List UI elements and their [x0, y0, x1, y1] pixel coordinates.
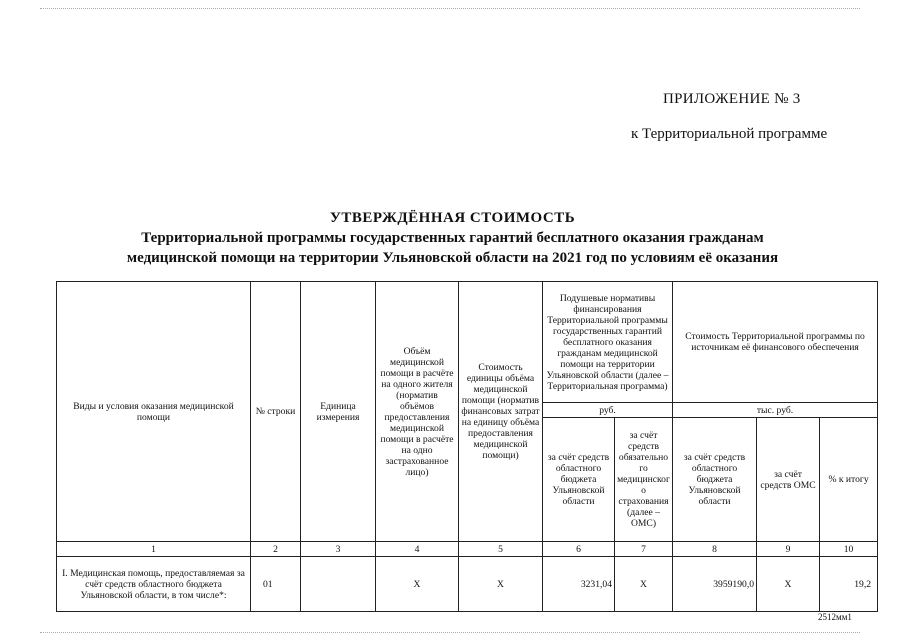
column-number-row — [57, 542, 878, 557]
cost-table — [56, 281, 878, 612]
row-percent: 19,2 — [820, 557, 878, 612]
row-volume: X — [376, 557, 459, 612]
appendix-subtitle: к Территориальной программе — [631, 126, 828, 142]
column-number: 10 — [820, 542, 878, 557]
column-number: 8 — [673, 542, 757, 557]
row-regional-budget: 3231,04 — [543, 557, 615, 612]
document-title-line2: Территориальной программы государственных гарантий бесплатного оказания гражданам — [141, 230, 764, 246]
header-per-capita: Подушевые нормативы финансирования Территориальной программы государственных гарантий бесплатного оказания гражданам медицинской помощи на территории Ульяновской области (далее – Территориальная программа) — [543, 282, 673, 403]
header-percent: % к итогу — [820, 418, 878, 542]
table-row — [57, 557, 878, 612]
appendix-label: ПРИЛОЖЕНИЕ № 3 — [663, 91, 801, 107]
document-title: УТВЕРЖДЁННАЯ СТОИМОСТЬ — [329, 210, 576, 226]
row-oms-2: X — [757, 557, 820, 612]
column-number: 1 — [57, 542, 251, 557]
header-cost: Стоимость единицы объёма медицинской помощи (норматив финансовых затрат на единицу объёма предоставления медицинской помощи) — [459, 282, 543, 542]
column-number: 6 — [543, 542, 615, 557]
header-oms-2: за счёт средств ОМС — [757, 418, 820, 542]
column-number: 2 — [251, 542, 301, 557]
header-volume: Объём медицинской помощи в расчёте на одного жителя (норматив объёмов предоставления медицинской помощи в расчёте на одно застрахованное лицо) — [376, 282, 459, 542]
row-unit — [301, 557, 376, 612]
row-regional-budget-2: 3959190,0 — [673, 557, 757, 612]
header-rub: руб. — [543, 403, 673, 418]
header-thous-rub: тыс. руб. — [673, 403, 878, 418]
row-type: I. Медицинская помощь, предоставляемая за счёт средств областного бюджета Ульяновской области, в том числе*: — [57, 557, 251, 612]
column-number: 3 — [301, 542, 376, 557]
column-number: 9 — [757, 542, 820, 557]
row-cost: X — [459, 557, 543, 612]
footer-code: 2512мм1 — [818, 612, 852, 622]
header-regional-budget: за счёт средств областного бюджета Ульяновской области — [543, 418, 615, 542]
scan-border-top — [40, 8, 860, 10]
header-type: Виды и условия оказания медицинской помощи — [57, 282, 251, 542]
header-regional-budget-2: за счёт средств областного бюджета Ульяновской области — [673, 418, 757, 542]
scan-border-bottom — [40, 632, 860, 634]
column-number: 4 — [376, 542, 459, 557]
header-unit: Единица измерения — [301, 282, 376, 542]
header-total-cost: Стоимость Территориальной программы по источникам её финансового обеспечения — [673, 282, 878, 403]
header-row-no: № строки — [251, 282, 301, 542]
column-number: 5 — [459, 542, 543, 557]
header-oms: за счёт средств обязательного медицинского страхования (далее – ОМС) — [615, 418, 673, 542]
document-title-line3: медицинской помощи на территории Ульяновской области на 2021 год по условиям её оказания — [126, 250, 779, 266]
column-number: 7 — [615, 542, 673, 557]
row-number: 01 — [251, 557, 301, 612]
row-oms: X — [615, 557, 673, 612]
